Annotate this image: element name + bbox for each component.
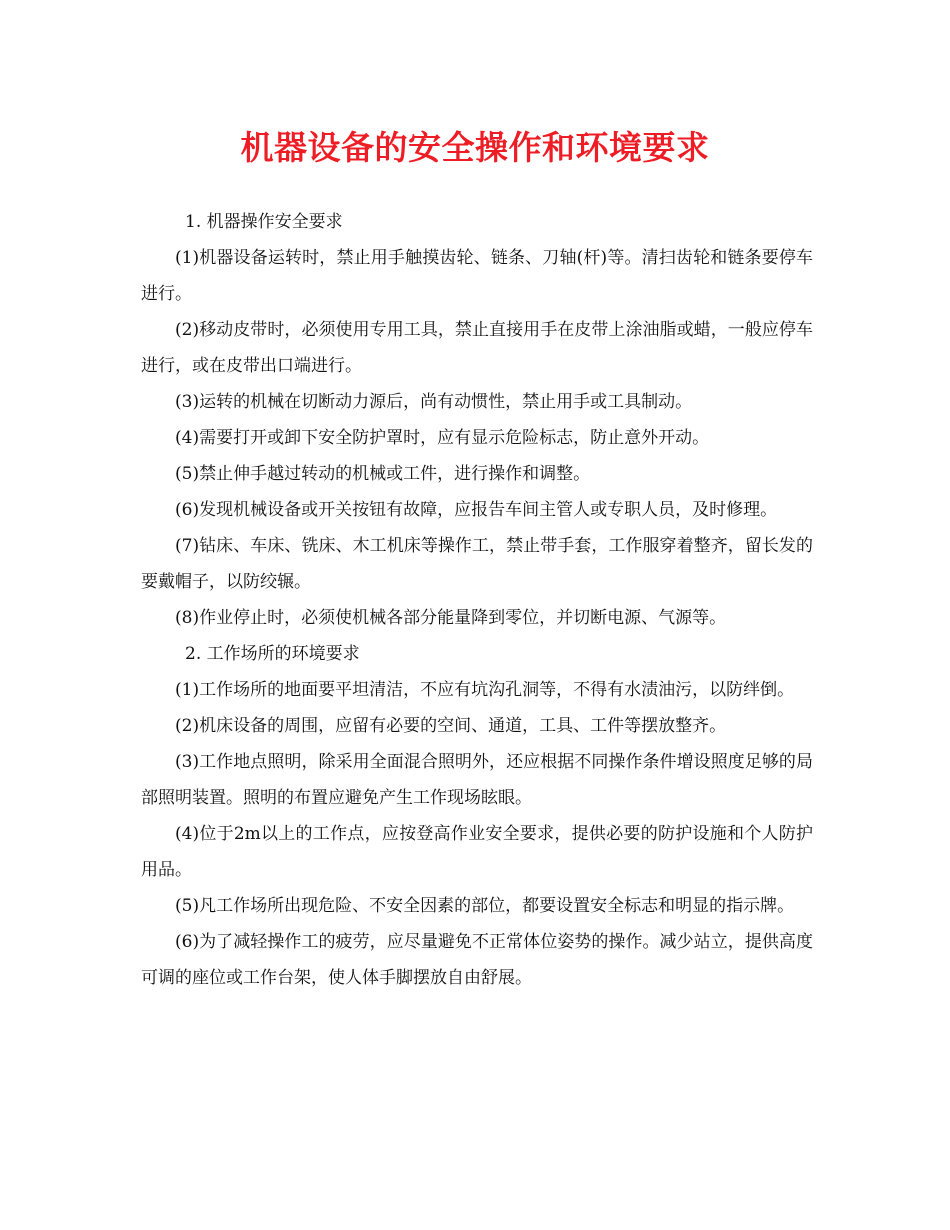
section1-item-8: (8)作业停止时，必须使机械各部分能量降到零位，并切断电源、气源等。	[175, 608, 727, 628]
section-heading-2: 2. 工作场所的环境要求	[185, 644, 360, 664]
section2-item-5: (5)凡工作场所出现危险、不安全因素的部位，都要设置安全标志和明显的指示牌。	[175, 896, 795, 916]
section1-item-4: (4)需要打开或卸下安全防护罩时，应有显示危险标志，防止意外开动。	[175, 428, 710, 448]
section1-item-2: (2)移动皮带时，必须使用专用工具，禁止直接用手在皮带上涂油脂或蜡，一般应停车进行，或在皮带出口端进行。	[141, 320, 813, 376]
section2-item-6: (6)为了减轻操作工的疲劳，应尽量避免不正常体位姿势的操作。减少站立，提供高度可调的座位或工作台架，使人体手脚摆放自由舒展。	[141, 932, 813, 988]
section1-item-3: (3)运转的机械在切断动力源后，尚有动惯性，禁止用手或工具制动。	[175, 392, 693, 412]
section1-item-5: (5)禁止伸手越过转动的机械或工件，进行操作和调整。	[175, 464, 591, 484]
section1-item-1: (1)机器设备运转时，禁止用手触摸齿轮、链条、刀轴(杆)等。清扫齿轮和链条要停车进行。	[141, 248, 813, 304]
section1-item-6: (6)发现机械设备或开关按钮有故障，应报告车间主管人或专职人员，及时修理。	[175, 500, 778, 520]
section1-item-7: (7)钻床、车床、铣床、木工机床等操作工，禁止带手套，工作服穿着整齐，留长发的要戴帽子，以防绞辗。	[141, 536, 813, 592]
section2-item-2: (2)机床设备的周围，应留有必要的空间、通道，工具、工件等摆放整齐。	[175, 716, 727, 736]
section2-item-4: (4)位于2m以上的工作点，应按登高作业安全要求，提供必要的防护设施和个人防护用品。	[141, 824, 813, 880]
section-heading-1: 1. 机器操作安全要求	[185, 212, 343, 232]
section2-item-1: (1)工作场所的地面要平坦清洁，不应有坑沟孔洞等，不得有水渍油污，以防绊倒。	[175, 680, 795, 700]
section2-item-3: (3)工作地点照明，除采用全面混合照明外，还应根据不同操作条件增设照度足够的局部照明装置。照明的布置应避免产生工作现场眩眼。	[141, 752, 813, 808]
document-title: 机器设备的安全操作和环境要求	[240, 128, 710, 167]
document-body	[141, 204, 813, 996]
